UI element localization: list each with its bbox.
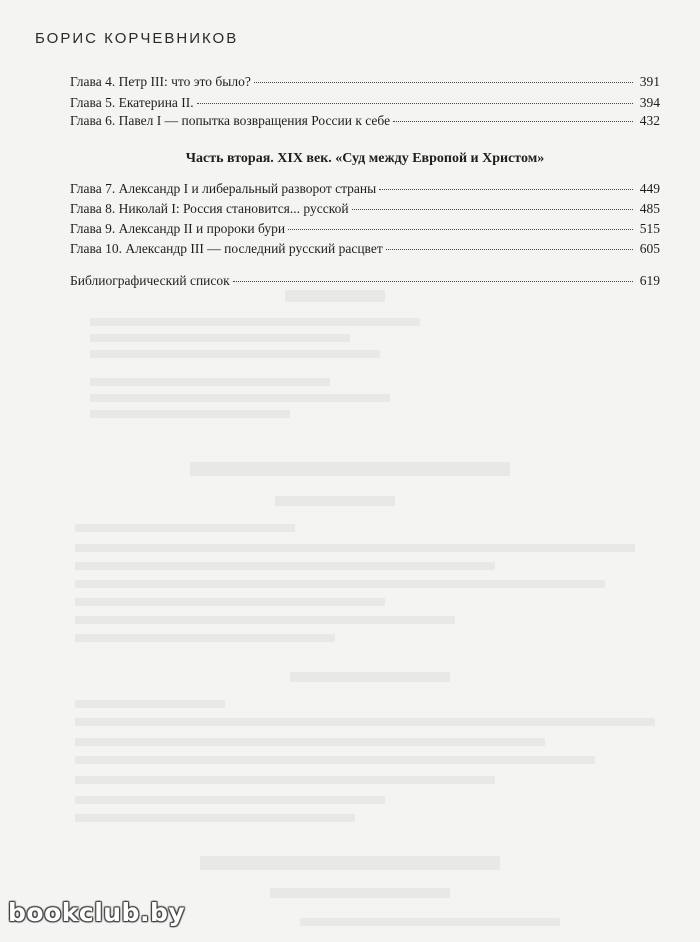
toc-entry-page: 605 <box>639 241 660 256</box>
toc-leader-dots <box>393 121 633 122</box>
toc-leader-dots <box>379 189 633 190</box>
part-heading: Часть вторая. XIX век. «Суд между Европой и Христом» <box>185 151 545 166</box>
toc-entry-page: 515 <box>639 221 660 236</box>
toc-leader-dots <box>288 229 633 230</box>
toc-leader-dots <box>352 209 633 210</box>
toc-entry <box>70 240 660 258</box>
toc-leader-dots <box>197 103 633 104</box>
toc-entry <box>70 73 660 91</box>
toc-entry-page: 391 <box>639 74 660 89</box>
toc-leader-dots <box>233 281 633 282</box>
toc-entry <box>70 94 660 112</box>
toc-entry-title: Глава 6. Павел I — попытка возвращения России к себе <box>70 113 391 128</box>
toc-entry-title: Глава 10. Александр III — последний русский расцвет <box>70 241 383 256</box>
watermark: bookclub.by <box>8 898 186 927</box>
toc-entry-page: 619 <box>639 273 660 288</box>
toc-entry-page: 432 <box>639 113 660 128</box>
toc-entry-title: Глава 4. Петр III: что это было? <box>70 74 251 89</box>
toc-leader-dots <box>386 249 633 250</box>
toc-entry <box>70 220 660 238</box>
toc-entry-title: Библиографический список <box>70 273 230 288</box>
toc-entry-bibliography <box>70 272 660 290</box>
toc-entry-page: 485 <box>639 201 660 216</box>
toc-entry-page: 394 <box>639 95 660 110</box>
toc-entry <box>70 180 660 198</box>
toc-entry <box>70 112 660 130</box>
toc-leader-dots <box>254 82 633 83</box>
toc-entry-title: Глава 9. Александр II и пророки бури <box>70 221 286 236</box>
running-head: БОРИС КОРЧЕВНИКОВ <box>35 30 239 47</box>
toc-entry-page: 449 <box>639 181 660 196</box>
toc-entry-title: Глава 5. Екатерина II. <box>70 95 194 110</box>
toc-entry <box>70 200 660 218</box>
toc-entry-title: Глава 7. Александр I и либеральный разворот страны <box>70 181 377 196</box>
toc-entry-title: Глава 8. Николай I: Россия становится... русской <box>70 201 349 216</box>
